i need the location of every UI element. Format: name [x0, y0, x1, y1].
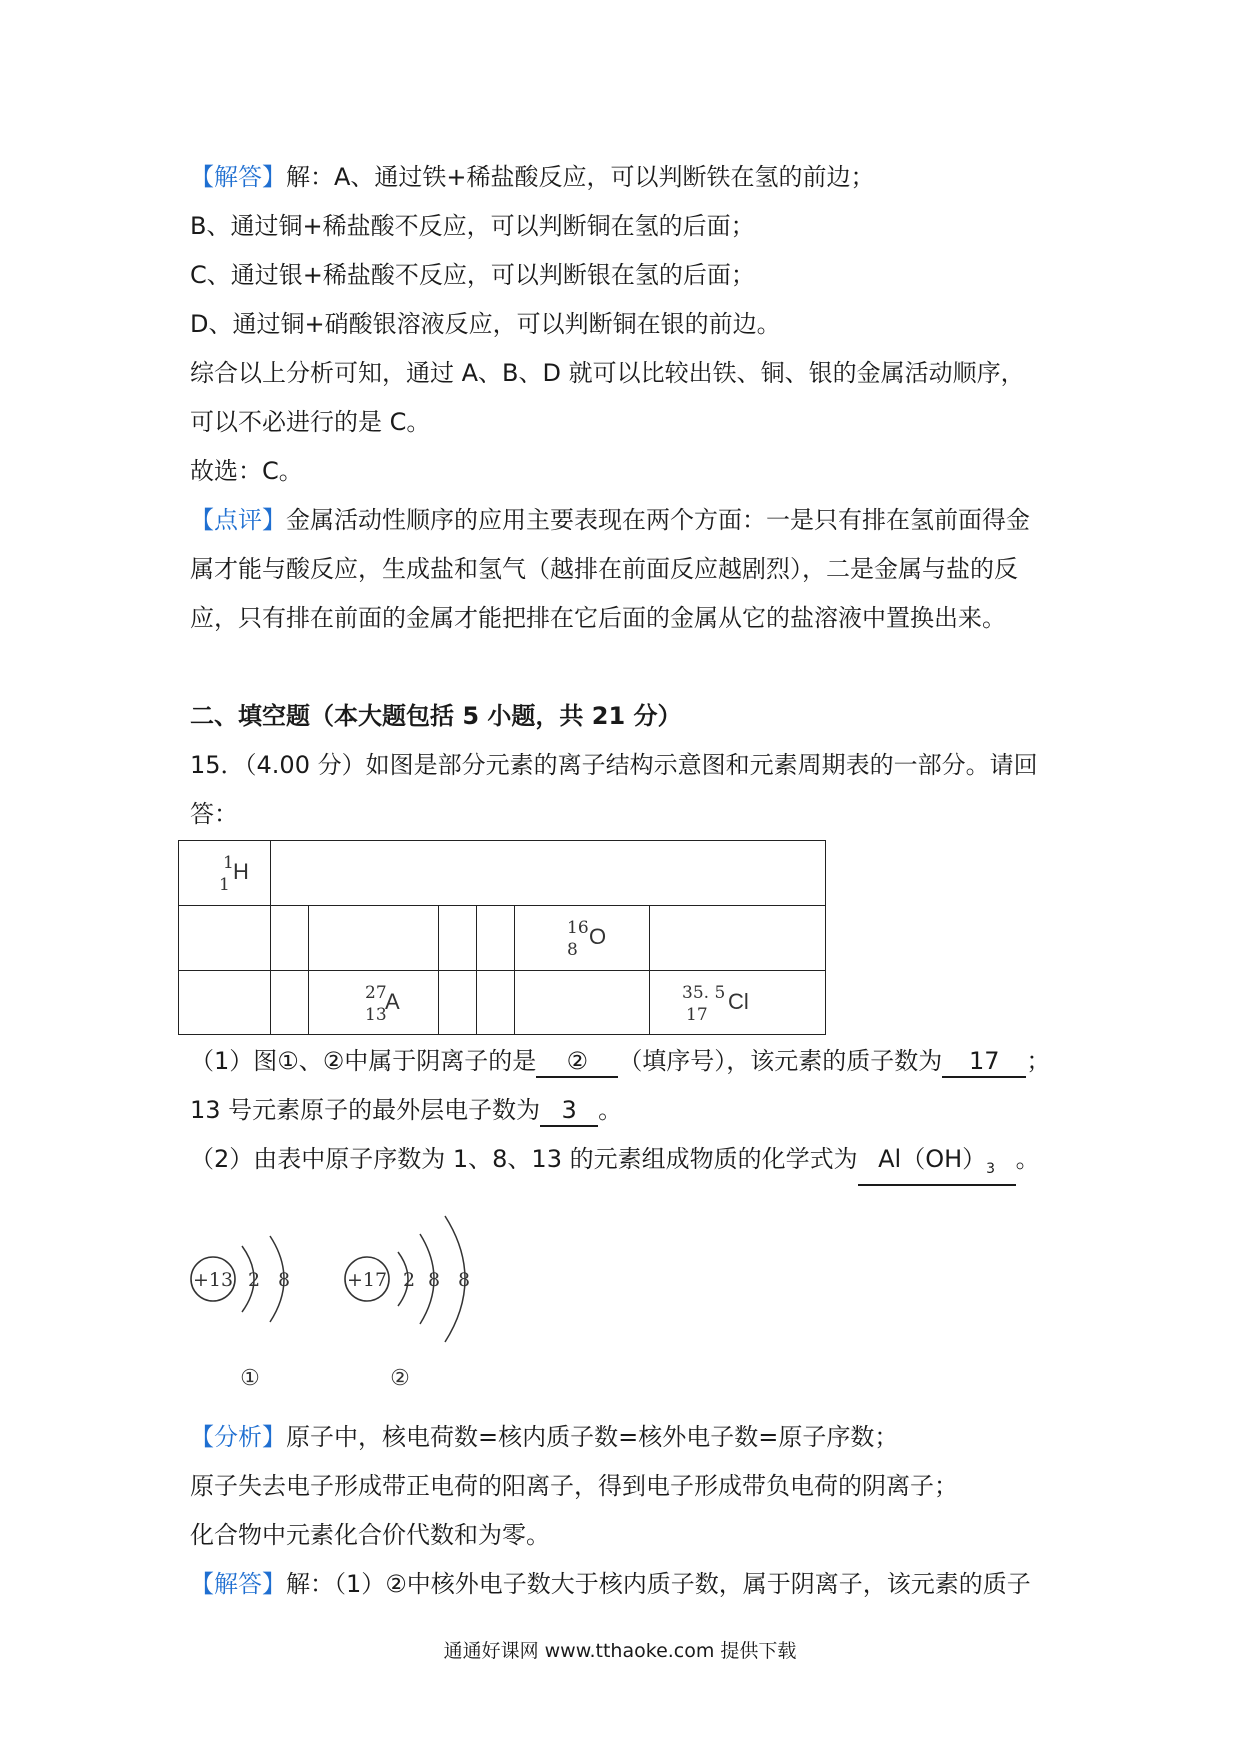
shell-electrons: 8	[457, 1269, 471, 1291]
shell-electrons: 2	[402, 1269, 416, 1291]
solution-line-6: 可以不必进行的是 C。	[190, 408, 431, 436]
subquestion-1-line-1: （1）图①、②中属于阴离子的是 ② （填序号），该元素的质子数为 17 ；	[190, 1046, 1050, 1078]
comment-line-2: 属才能与酸反应，生成盐和氢气（越排在前面反应越剧烈），二是金属与盐的反	[190, 555, 1018, 583]
answer-blank-2: 17	[942, 1046, 1026, 1078]
solution-choice: 故选：C。	[190, 457, 303, 485]
comment-tag: 【点评】	[190, 506, 286, 534]
element-oxygen: 16 8 O	[567, 918, 607, 960]
shell-electrons: 8	[427, 1269, 441, 1291]
question-15-line-1: 15．（4.00 分）如图是部分元素的离子结构示意图和元素周期表的一部分。请回	[190, 751, 1038, 779]
nucleus-label-1: +13	[192, 1269, 234, 1291]
periodic-table	[178, 840, 826, 1035]
element-aluminum: 27 13 A	[365, 983, 400, 1025]
solution-tag: 【解答】	[190, 163, 286, 191]
comment-line-3: 应，只有排在前面的金属才能把排在它后面的金属从它的盐溶液中置换出来。	[190, 604, 1006, 632]
solution-line-2: B、通过铜+稀盐酸不反应，可以判断铜在氢的后面；	[190, 212, 755, 240]
answer-blank-1: ②	[536, 1046, 618, 1078]
cell-oxygen	[515, 906, 650, 971]
ion-structure-diagrams	[180, 1212, 500, 1392]
shell-electrons: 8	[277, 1269, 291, 1291]
section-title: 二、填空题（本大题包括 5 小题，共 21 分）	[190, 702, 682, 730]
solution-line-1: 【解答】解：A、通过铁+稀盐酸反应，可以判断铁在氢的前边；	[190, 163, 875, 191]
answer-blank-4: $Al(OH)_3$	[858, 1144, 1016, 1186]
subquestion-1-line-2: 13 号元素原子的最外层电子数为 3 。	[190, 1095, 622, 1127]
question-15-line-2: 答：	[190, 800, 238, 828]
answer-line-1: 【解答】解：（1）②中核外电子数大于核内质子数，属于阴离子，该元素的质子	[190, 1570, 1031, 1598]
cell-aluminum	[309, 971, 439, 1035]
comment-line-1: 【点评】金属活动性顺序的应用主要表现在两个方面：一是只有排在氢前面得金	[190, 506, 1030, 534]
solution-line-5: 综合以上分析可知，通过 A、B、D 就可以比较出铁、铜、银的金属活动顺序，	[190, 359, 1025, 387]
diagram-label-1: ①	[240, 1366, 260, 1391]
shell-electrons: 2	[247, 1269, 261, 1291]
cell-chlorine	[650, 971, 826, 1035]
nucleus-label-2: +17	[346, 1269, 388, 1291]
solution-line-4: D、通过铜+硝酸银溶液反应，可以判断铜在银的前边。	[190, 310, 781, 338]
analysis-line-1: 【分析】原子中，核电荷数=核内质子数=核外电子数=原子序数；	[190, 1423, 899, 1451]
analysis-tag: 【分析】	[190, 1423, 286, 1451]
cell-hydrogen	[179, 841, 271, 906]
ion-diagram-2	[345, 1216, 470, 1391]
analysis-line-2: 原子失去电子形成带正电荷的阳离子，得到电子形成带负电荷的阴离子；	[190, 1472, 958, 1500]
ion-diagram-1	[191, 1236, 290, 1391]
element-chlorine: 35. 5 17 Cl	[682, 983, 749, 1025]
answer-tag: 【解答】	[190, 1570, 286, 1598]
analysis-line-3: 化合物中元素化合价代数和为零。	[190, 1521, 550, 1549]
answer-blank-3: 3	[540, 1095, 598, 1127]
solution-line-3: C、通过银+稀盐酸不反应，可以判断银在氢的后面；	[190, 261, 755, 289]
subquestion-2: （2）由表中原子序数为 1、8、13 的元素组成物质的化学式为 $Al(OH)_3$ 。	[190, 1144, 1040, 1186]
page-footer: 通通好课网 www.tthaoke.com 提供下载	[443, 1640, 797, 1662]
diagram-label-2: ②	[390, 1366, 410, 1391]
element-hydrogen: 1 1 H	[219, 853, 249, 895]
